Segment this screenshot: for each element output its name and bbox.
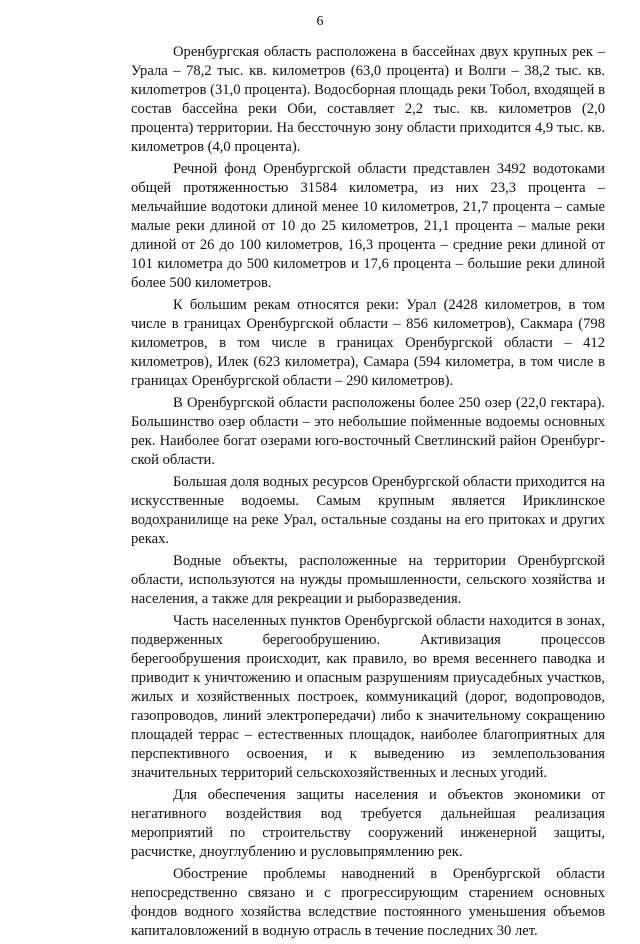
paragraph-bank-erosion: Часть населенных пунктов Оренбургской области находится в зонах, подверженных берегообрушению. Активизация процессов берегообрушения происходит, как правило, во время весеннего паводка и приводит к уничтожению и опасным разрушениям приусадебных участков, жилых и хозяйственных построек, коммуникаций (дорог, водопроводов, газопроводов, линий электропередачи) либо к значительному сокращению площадей террас – естественных площадок, наиболее благоприятных для перспективного освоения, и к выведению из землепользования значительных территорий сельскохозяйственных и лесных угодий. bbox=[131, 613, 605, 781]
paragraph-flood-problem: Обострение проблемы наводнений в Оренбургской области непосредственно связано и с прогрессирующим старением основных фондов водного хозяйства вследствие постоянного уменьшения объемов капиталовложений в водную отрасль в течение последних 30 лет. bbox=[131, 866, 605, 939]
paragraph-reservoirs: Большая доля водных ресурсов Оренбургской области приходится на искусственные водоемы. Самым крупным является Ириклинское водохранилище на реке Урал, остальные созданы на его притоках и других реках. bbox=[131, 474, 605, 547]
paragraph-water-use: Водные объекты, расположенные на территории Оренбургской области, используются на нужды промышленности, сельского хозяйства и населения, а также для рекреации и рыборазведения. bbox=[131, 553, 605, 607]
paragraph-river-basins: Оренбургская область расположена в бассейнах двух крупных рек – Урала – 78,2 тыс. кв. километров (63,0 процента) и Волги – 38,2 тыс. кв. килоmетров (31,0 процента). Водосборная площадь реки Тобол, входящей в состав бассейна реки Оби, составляет 2,2 тыс. кв. километров (2,0 процента) территории. На бессточную зону области приходится 4,9 тыс. кв. километров (4,0 процента). bbox=[131, 44, 605, 155]
paragraph-protection-measures: Для обеспечения защиты населения и объектов экономики от негативного воздействия вод требуется дальнейшая реализация мероприятий по строительству сооружений инженерной защиты, расчистке, дноуглублению и русловыпрямлению рек. bbox=[131, 787, 605, 860]
page-number: 6 bbox=[316, 14, 324, 29]
paragraph-large-rivers: К большим рекам относятся реки: Урал (2428 километров, в том числе в границах Оренбургской области – 856 километров), Сакмара (798 километров, в том числе в границах Оренбургской области – 412 километров), Илек (623 километра), Самара (594 километра, в том числе в границах Оренбургской области – 290 километров). bbox=[131, 297, 605, 389]
paragraph-lakes: В Оренбургской области расположены более 250 озер (22,0 гектара). Большинство озер области – это небольшие пойменные водоемы основных рек. Наиболее богат озерами юго-восточный Светлинский район Оренбургской области. bbox=[131, 395, 605, 468]
paragraph-river-fund: Речной фонд Оренбургской области представлен 3492 водотоками общей протяженностью 31584 километра, из них 23,3 процента – мельчайшие водотоки длиной менее 10 километров, 21,7 процента – самые малые реки длиной от 10 до 25 километров, 21,1 процента – малые реки длиной от 26 до 100 километров, 16,3 процента – средние реки длиной от 101 километра до 500 километров и 17,6 процента – большие реки длиной более 500 километров. bbox=[131, 161, 605, 291]
document-body bbox=[131, 43, 605, 944]
